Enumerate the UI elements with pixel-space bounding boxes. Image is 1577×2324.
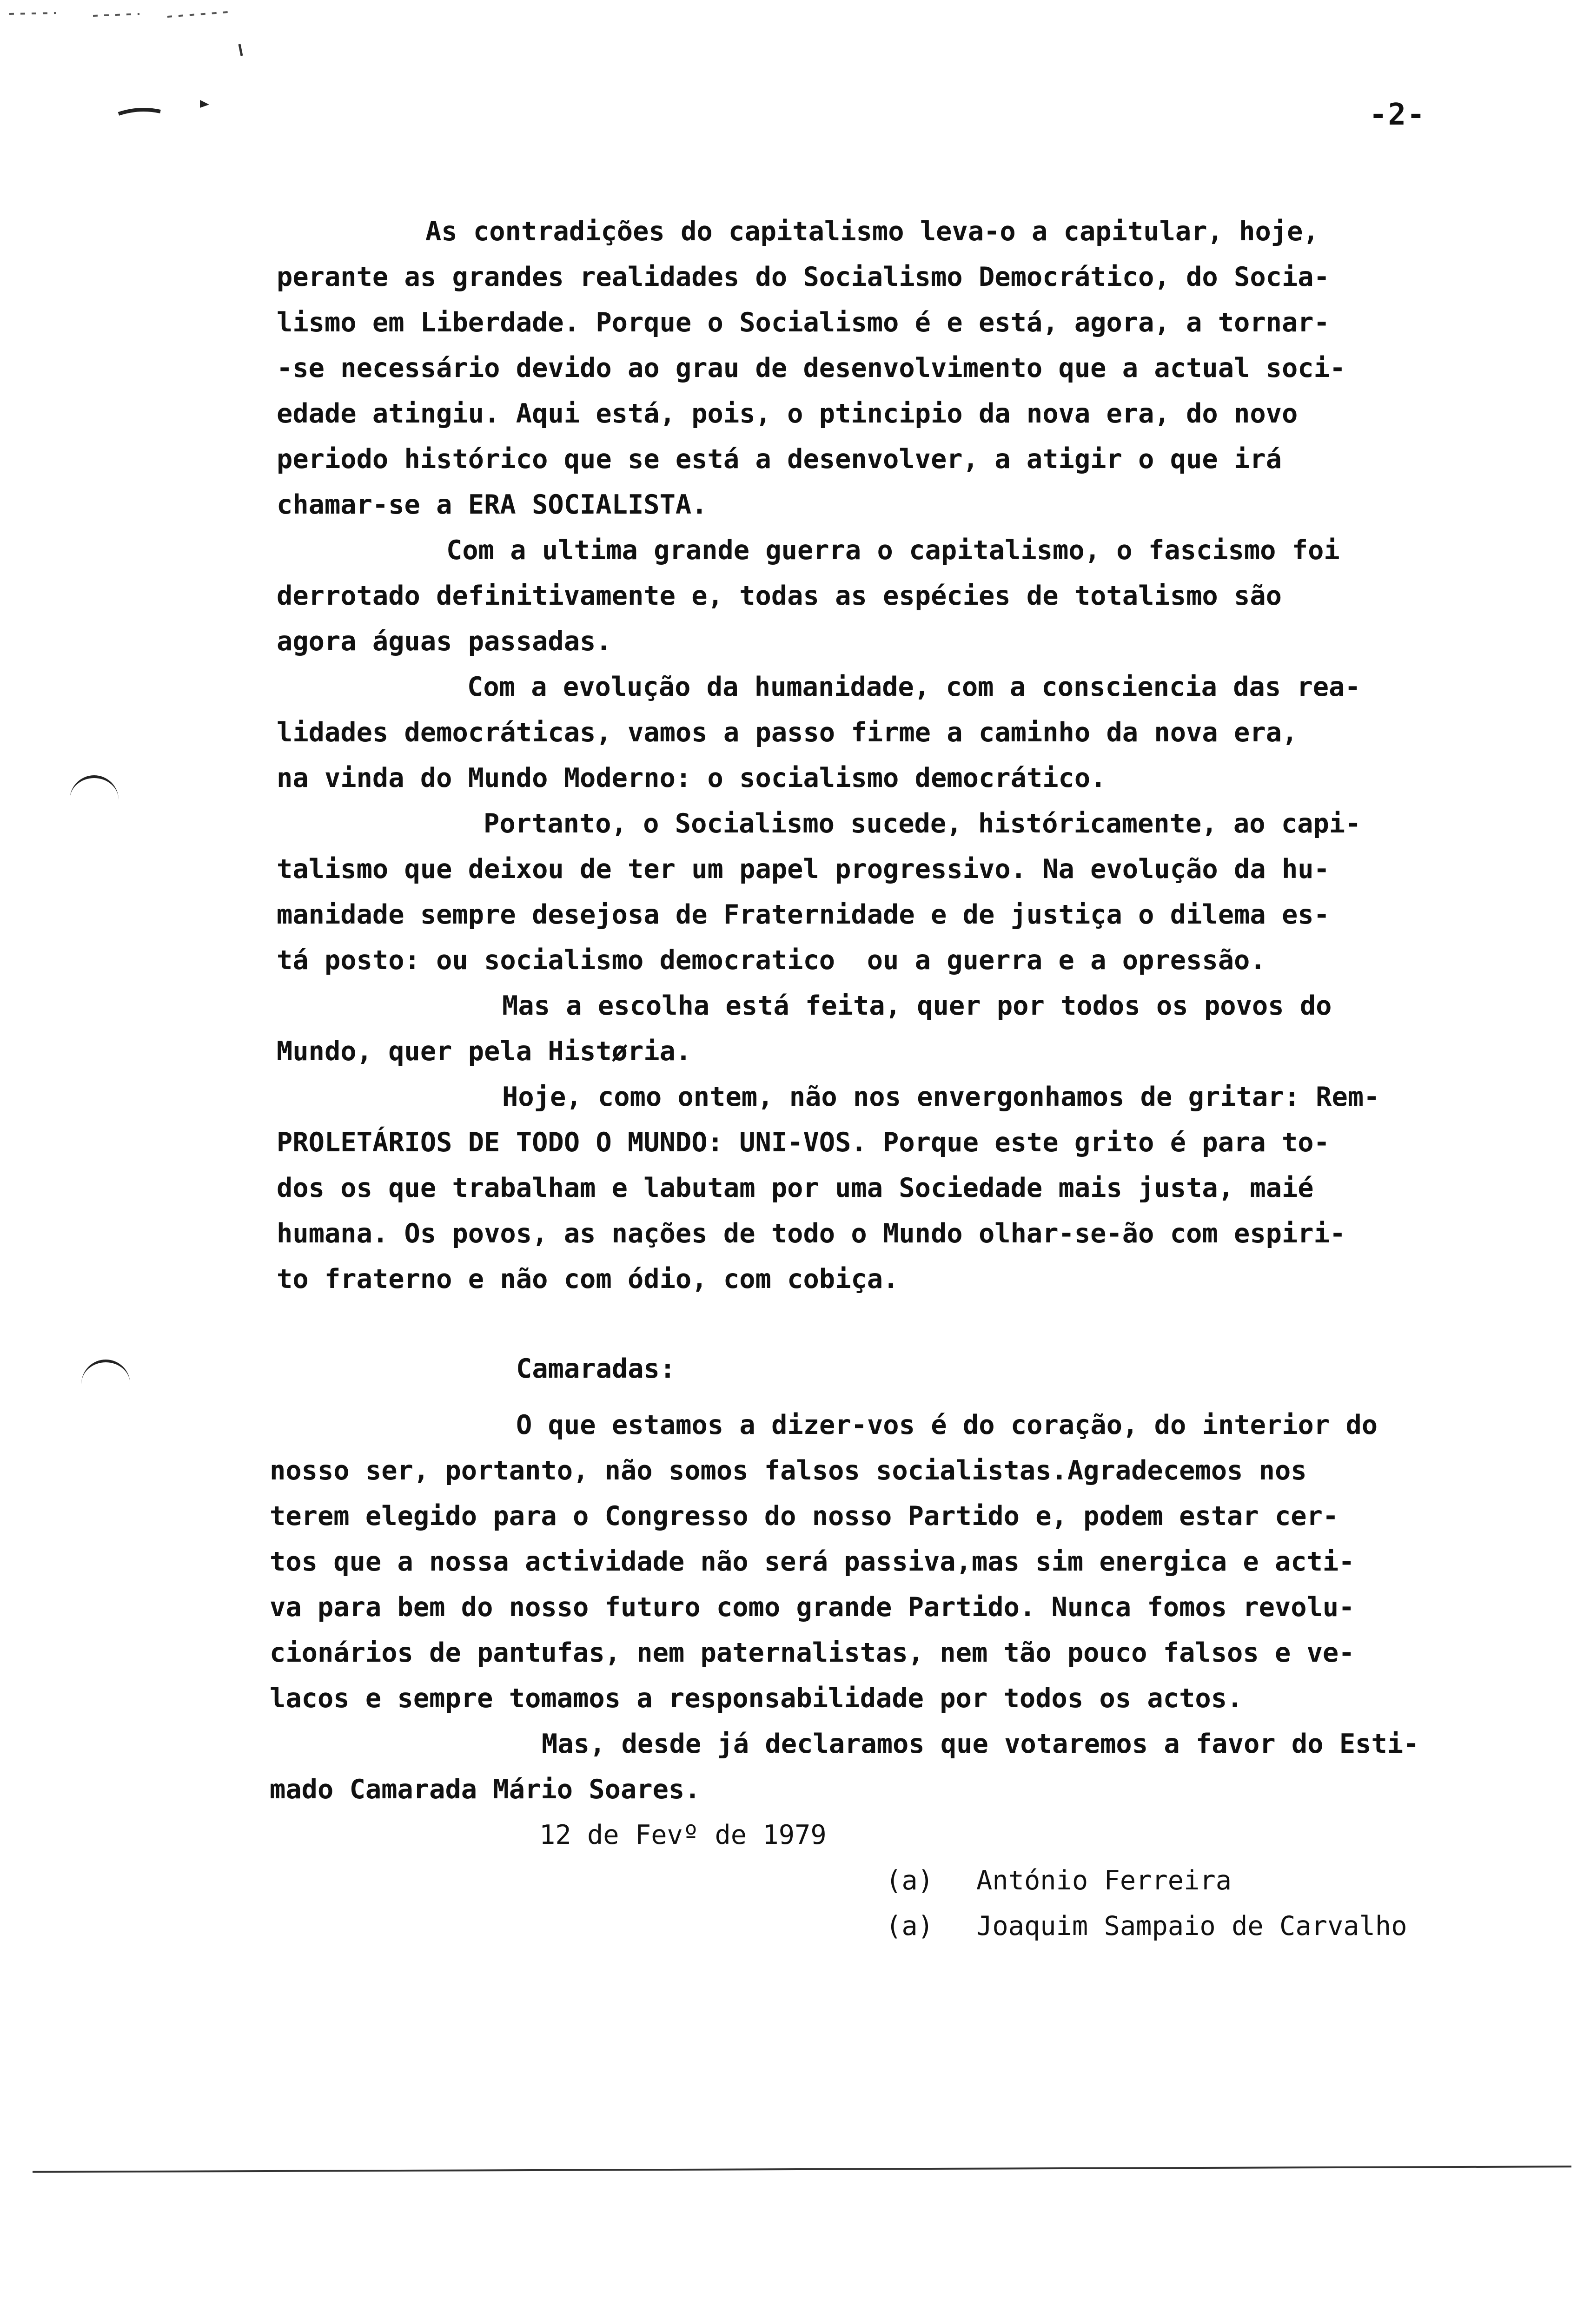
text-line: manidade sempre desejosa de Fraternidade e de justiça o dilema es- <box>277 899 1330 930</box>
text-line: derrotado definitivamente e, todas as espécies de totalismo são <box>277 581 1282 611</box>
text-line: lidades democráticas, vamos a passo firme a caminho da nova era, <box>277 717 1298 748</box>
text-line: lacos e sempre tomamos a responsabilidade por todos os actos. <box>270 1683 1243 1714</box>
text-line: Hoje, como ontem, não nos envergonhamos de gritar: Rem- <box>502 1082 1380 1112</box>
text-line: cionários de pantufas, nem paternalistas, nem tão pouco falsos e ve- <box>270 1637 1355 1668</box>
text-line: edade atingiu. Aqui está, pois, o ptincipio da nova era, do novo <box>277 398 1298 429</box>
text-line: periodo histórico que se está a desenvolver, a atigir o que irá <box>277 444 1282 475</box>
text-line: nosso ser, portanto, não somos falsos socialistas.Agradecemos nos <box>270 1455 1307 1486</box>
text-line: na vinda do Mundo Moderno: o socialismo democrático. <box>277 763 1107 793</box>
bottom-rule <box>33 2166 1571 2173</box>
text-line: perante as grandes realidades do Socialismo Democrático, do Socia- <box>277 262 1330 292</box>
text-line: Mas a escolha está feita, quer por todos os povos do <box>502 990 1332 1021</box>
document-date: 12 de Fevº de 1979 <box>539 1820 827 1850</box>
text-line: chamar-se a ERA SOCIALISTA. <box>277 489 708 520</box>
text-line: terem elegido para o Congresso do nosso Partido e, podem estar cer- <box>270 1501 1339 1532</box>
signature-name: Joaquim Sampaio de Carvalho <box>976 1911 1407 1941</box>
text-line: dos os que trabalham e labutam por uma Sociedade mais justa, maié <box>277 1173 1314 1203</box>
salutation: Camaradas: <box>516 1353 676 1384</box>
text-line: Portanto, o Socialismo sucede, históricamente, ao capi- <box>484 808 1361 839</box>
signature-prefix: (a) <box>886 1865 934 1896</box>
text-line: Com a ultima grande guerra o capitalismo, o fascismo foi <box>446 535 1340 566</box>
punch-hole-mark-lower <box>81 1360 130 1390</box>
scan-artifact-top-left <box>0 0 260 139</box>
text-line: As contradições do capitalismo leva-o a capitular, hoje, <box>425 216 1319 247</box>
text-line: PROLETÁRIOS DE TODO O MUNDO: UNI-VOS. Porque este grito é para to- <box>277 1127 1330 1158</box>
text-line: humana. Os povos, as nações de todo o Mundo olhar-se-ão com espiri- <box>277 1218 1346 1249</box>
signature-name: António Ferreira <box>976 1865 1232 1896</box>
punch-hole-mark-upper <box>70 775 119 806</box>
text-line: Mas, desde já declaramos que votaremos a favor do Esti- <box>542 1729 1419 1759</box>
text-line: Mundo, quer pela Histøria. <box>277 1036 692 1067</box>
text-line: O que estamos a dizer-vos é do coração, do interior do <box>516 1410 1378 1440</box>
text-line: lismo em Liberdade. Porque o Socialismo é e está, agora, a tornar- <box>277 307 1330 338</box>
text-line: agora águas passadas. <box>277 626 612 657</box>
text-line: talismo que deixou de ter um papel progressivo. Na evolução da hu- <box>277 854 1330 885</box>
signature-prefix: (a) <box>886 1911 934 1941</box>
text-line: mado Camarada Mário Soares. <box>270 1774 701 1805</box>
page-number: -2- <box>1369 98 1426 132</box>
text-line: Com a evolução da humanidade, com a consciencia das rea- <box>467 672 1361 702</box>
text-line: tos que a nossa actividade não será passiva,mas sim energica e acti- <box>270 1546 1355 1577</box>
text-line: tá posto: ou socialismo democratico ou a guerra e a opressão. <box>277 945 1266 976</box>
text-line: va para bem do nosso futuro como grande Partido. Nunca fomos revolu- <box>270 1592 1355 1623</box>
text-line: to fraterno e não com ódio, com cobiça. <box>277 1264 899 1294</box>
text-line: -se necessário devido ao grau de desenvolvimento que a actual soci- <box>277 353 1346 383</box>
